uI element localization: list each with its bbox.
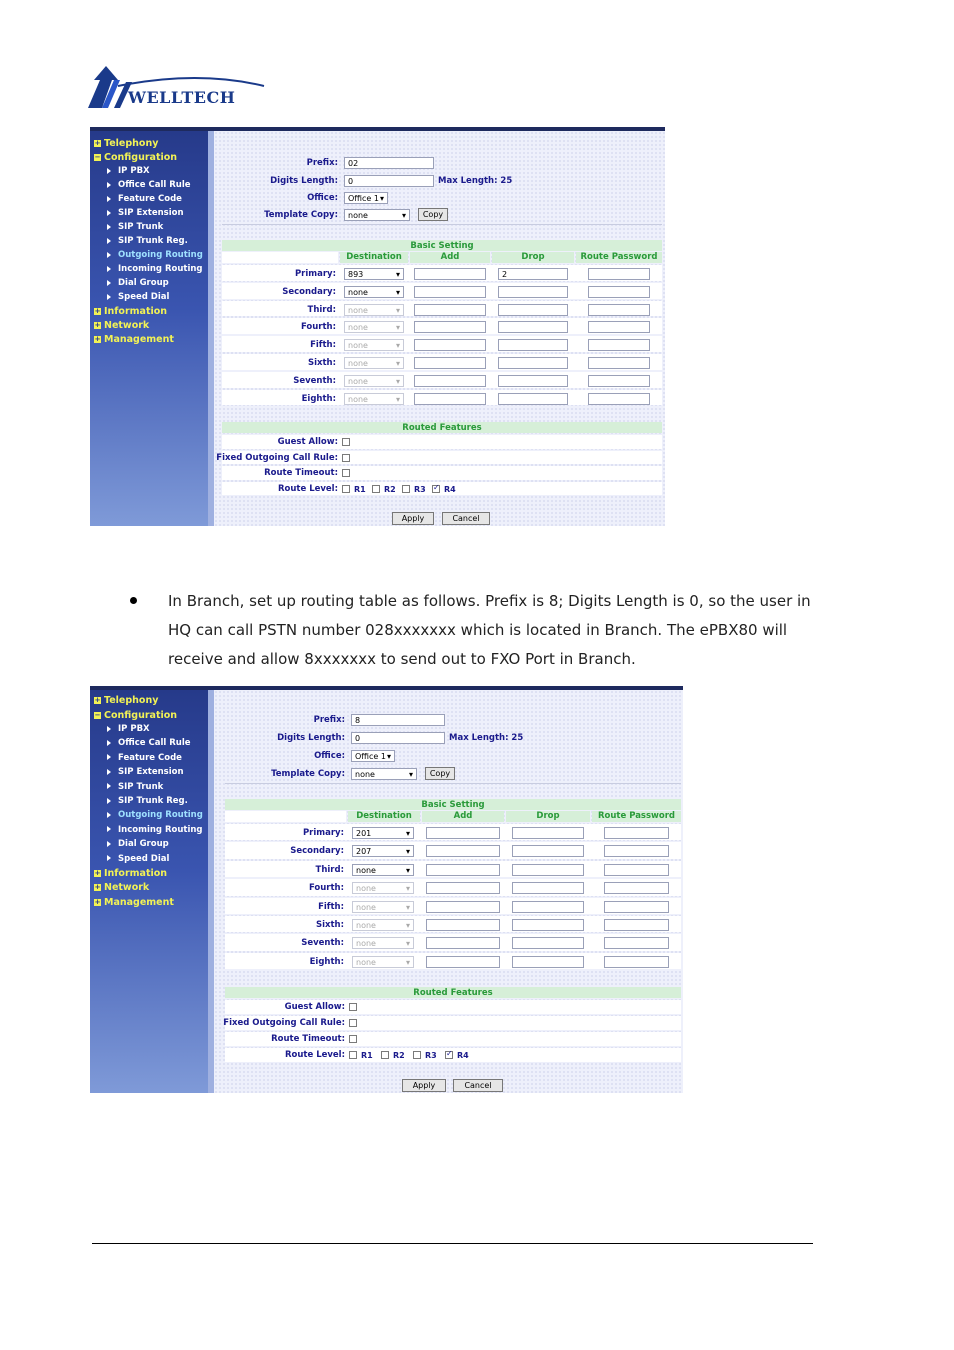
route-password-input[interactable] — [604, 919, 669, 931]
expand-plus-icon[interactable]: + — [94, 307, 101, 315]
arrow-right-icon — [107, 841, 111, 847]
cancel-button[interactable]: Cancel — [442, 512, 490, 525]
paragraph-line-1: In Branch, set up routing table as follows. Prefix is 8; Digits Length is 0, so the user in — [168, 592, 811, 610]
routed-features-title: Routed Features — [402, 423, 482, 433]
header-blank-cell — [225, 811, 346, 822]
nav-sub-feature-code[interactable]: Feature Code — [107, 194, 182, 204]
row-label: Eighth: — [301, 393, 336, 404]
paragraph-line-3: receive and allow 8xxxxxxx to send out to FXO Port in Branch. — [168, 650, 636, 668]
drop-input[interactable] — [512, 956, 584, 968]
route-password-input[interactable] — [604, 864, 669, 876]
arrow-right-icon — [107, 798, 111, 804]
arrow-right-icon — [107, 812, 111, 818]
add-input[interactable] — [426, 937, 500, 949]
nav-sub-outgoing-routing[interactable]: Outgoing Routing — [107, 250, 203, 260]
fixed-outgoing-call-rule-label: Fixed Outgoing Call Rule: — [216, 452, 338, 463]
route-level-r4-checkbox[interactable] — [432, 485, 440, 493]
nav-sub-sip-trunk-reg[interactable]: SIP Trunk Reg. — [107, 236, 188, 246]
arrow-right-icon — [107, 294, 111, 300]
template-copy-label: Template Copy: — [271, 769, 345, 779]
column-header-add: Add — [422, 811, 504, 822]
arrow-right-icon — [107, 726, 111, 732]
row-label: Seventh: — [301, 938, 344, 949]
digits-length-label: Digits Length: — [270, 176, 338, 186]
logo-text: WELLTECH — [128, 88, 236, 107]
route-password-input[interactable] — [588, 339, 650, 351]
apply-button[interactable]: Apply — [392, 512, 434, 525]
fixed-outgoing-call-rule-checkbox[interactable] — [349, 1019, 357, 1027]
route-timeout-checkbox[interactable] — [349, 1035, 357, 1043]
route-password-input[interactable] — [588, 375, 650, 387]
route-level-r3-checkbox[interactable] — [402, 485, 410, 493]
row-label: Fourth: — [300, 322, 336, 333]
collapse-minus-icon[interactable]: − — [94, 711, 101, 719]
nav-sub-sip-trunk[interactable]: SIP Trunk — [107, 222, 163, 232]
drop-input[interactable] — [512, 937, 584, 949]
office-select[interactable]: Office 1 ▾ — [351, 750, 395, 762]
nav-sub-sip-trunk-reg[interactable]: SIP Trunk Reg. — [107, 796, 188, 806]
arrow-right-icon — [107, 182, 111, 188]
nav-sub-dial-group[interactable]: Dial Group — [107, 839, 169, 849]
apply-button[interactable]: Apply — [402, 1079, 446, 1092]
template-copy-label: Template Copy: — [264, 210, 338, 220]
column-header-add: Add — [410, 252, 490, 263]
arrow-right-icon — [107, 238, 111, 244]
welltech-logo — [88, 66, 268, 110]
nav-sub-ip-pbx[interactable]: IP PBX — [107, 166, 150, 176]
arrow-right-icon — [107, 252, 111, 258]
template-select[interactable]: none ▾ — [351, 768, 417, 780]
screenshot-hq-routing — [90, 127, 665, 526]
route-level-r1-checkbox[interactable] — [342, 485, 350, 493]
template-select[interactable]: none ▾ — [344, 209, 410, 221]
row-label: Fifth: — [310, 340, 336, 351]
expand-plus-icon[interactable]: + — [94, 897, 101, 906]
destination-select[interactable]: none ▾ — [344, 357, 404, 369]
route-timeout-label: Route Timeout: — [271, 1034, 345, 1044]
route-password-input[interactable] — [604, 882, 669, 894]
nav-sub-dial-group[interactable]: Dial Group — [107, 278, 169, 288]
add-input[interactable] — [426, 864, 500, 876]
drop-input[interactable] — [512, 827, 584, 839]
route-level-label: Route Level: — [277, 483, 338, 494]
drop-input[interactable] — [498, 286, 568, 298]
route-level-r2-checkbox[interactable] — [381, 1051, 389, 1059]
add-input[interactable] — [414, 268, 486, 280]
digits-length-label: Digits Length: — [277, 733, 345, 743]
expand-plus-icon[interactable]: + — [94, 883, 101, 892]
drop-input[interactable] — [512, 845, 584, 857]
cancel-button[interactable]: Cancel — [453, 1079, 503, 1092]
digits-length-input[interactable]: 0 — [344, 175, 434, 187]
screenshot-branch-routing — [90, 686, 683, 1093]
destination-select[interactable]: none ▾ — [344, 393, 404, 405]
add-input[interactable] — [426, 901, 500, 913]
expand-plus-icon[interactable]: + — [94, 696, 101, 704]
route-password-input[interactable] — [588, 357, 650, 369]
column-header-destination: Destination — [348, 811, 420, 822]
route-password-input[interactable] — [604, 845, 669, 857]
destination-select[interactable]: none ▾ — [352, 956, 414, 968]
drop-input[interactable] — [498, 339, 568, 351]
row-label: Secondary: — [282, 286, 336, 297]
routed-features-title: Routed Features — [413, 988, 493, 998]
nav-configuration[interactable]: − Configuration — [94, 710, 178, 721]
form-divider — [225, 783, 681, 784]
route-level-r4-label: R4 — [444, 484, 456, 494]
add-input[interactable] — [426, 827, 500, 839]
add-input[interactable] — [414, 339, 486, 351]
max-length-hint: Max Length: 25 — [449, 733, 524, 743]
route-password-input[interactable] — [588, 304, 650, 316]
nav-sub-feature-code[interactable]: Feature Code — [107, 753, 182, 763]
route-level-r2-label: R2 — [393, 1051, 405, 1060]
form-divider — [222, 224, 662, 225]
drop-input[interactable] — [498, 393, 568, 405]
route-level-r2-label: R2 — [384, 484, 396, 494]
arrow-right-icon — [107, 224, 111, 230]
route-level-r1-checkbox[interactable] — [349, 1051, 357, 1059]
add-input[interactable] — [414, 321, 486, 333]
nav-network[interactable]: + Network — [94, 882, 150, 894]
max-length-hint: Max Length: 25 — [438, 176, 513, 186]
route-level-label: Route Level: — [284, 1050, 345, 1060]
route-password-input[interactable] — [588, 286, 650, 298]
destination-select[interactable]: none ▾ — [344, 286, 404, 298]
add-input[interactable] — [426, 882, 500, 894]
nav-sub-outgoing-routing[interactable]: Outgoing Routing — [107, 810, 203, 820]
add-input[interactable] — [414, 393, 486, 405]
drop-input[interactable] — [512, 864, 584, 876]
add-input[interactable] — [414, 304, 486, 316]
row-label: Sixth: — [307, 358, 336, 368]
row-label: Seventh: — [293, 375, 336, 386]
drop-input[interactable]: 2 — [498, 268, 568, 280]
destination-select[interactable]: 893 ▾ — [344, 268, 404, 280]
route-password-input[interactable] — [588, 393, 650, 405]
basic-setting-title: Basic Setting — [410, 241, 474, 251]
footer-rule — [92, 1243, 813, 1244]
copy-button[interactable]: Copy — [418, 208, 448, 221]
arrow-right-icon — [107, 769, 111, 775]
expand-plus-icon[interactable]: + — [94, 869, 101, 877]
nav-sub-ip-pbx[interactable]: IP PBX — [107, 724, 150, 734]
arrow-right-icon — [107, 826, 111, 832]
row-label: Third: — [315, 864, 344, 875]
destination-select[interactable]: 207 ▾ — [352, 845, 414, 857]
guest-allow-checkbox[interactable] — [342, 438, 350, 446]
nav-information[interactable]: + Information — [94, 306, 168, 317]
guest-allow-checkbox[interactable] — [349, 1003, 357, 1011]
route-level-r4-checkbox[interactable] — [445, 1051, 453, 1059]
destination-select[interactable]: none ▾ — [352, 937, 414, 949]
prefix-input[interactable]: 02 — [344, 157, 434, 169]
prefix-label: Prefix: — [313, 715, 345, 725]
arrow-right-icon — [107, 855, 111, 861]
route-password-input[interactable] — [588, 321, 650, 333]
bullet-dot — [130, 597, 137, 604]
arrow-right-icon — [107, 168, 111, 174]
row-label: Fifth: — [318, 901, 344, 912]
add-input[interactable] — [414, 357, 486, 369]
arrow-right-icon — [107, 280, 111, 286]
row-label: Sixth: — [315, 920, 344, 930]
destination-select[interactable]: none ▾ — [344, 375, 404, 387]
nav-management[interactable]: + Management — [94, 896, 174, 908]
route-password-input[interactable] — [588, 268, 650, 280]
nav-sub-office-call-rule[interactable]: Office Call Rule — [107, 738, 191, 748]
drop-input[interactable] — [512, 901, 584, 913]
office-label: Office: — [314, 751, 345, 761]
route-level-r3-label: R3 — [414, 484, 426, 494]
row-label: Eighth: — [309, 956, 344, 967]
drop-input[interactable] — [512, 919, 584, 931]
collapse-minus-icon[interactable]: − — [94, 153, 101, 161]
add-input[interactable] — [426, 919, 500, 931]
column-header-drop: Drop — [506, 811, 590, 822]
prefix-label: Prefix: — [306, 158, 338, 168]
expand-plus-icon[interactable]: + — [94, 139, 101, 147]
prefix-input[interactable]: 8 — [351, 714, 445, 726]
drop-input[interactable] — [498, 357, 568, 369]
basic-setting-title: Basic Setting — [421, 800, 485, 810]
arrow-right-icon — [107, 783, 111, 789]
route-password-input[interactable] — [604, 827, 669, 839]
row-label: Secondary: — [290, 846, 344, 857]
nav-sub-speed-dial[interactable]: Speed Dial — [107, 854, 169, 864]
guest-allow-label: Guest Allow: — [277, 437, 338, 447]
drop-input[interactable] — [512, 882, 584, 894]
row-label: Primary: — [294, 269, 336, 279]
nav-sub-incoming-routing[interactable]: Incoming Routing — [107, 825, 203, 835]
destination-select[interactable]: none ▾ — [344, 339, 404, 351]
nav-configuration[interactable]: − Configuration — [94, 152, 178, 163]
drop-input[interactable] — [498, 304, 568, 316]
nav-telephony[interactable]: + Telephony — [94, 138, 159, 149]
paragraph-line-2: HQ can call PSTN number 028xxxxxxx which is located in Branch. The ePBX80 will — [168, 621, 788, 639]
destination-select[interactable]: none ▾ — [344, 304, 404, 316]
nav-sub-sip-trunk[interactable]: SIP Trunk — [107, 782, 163, 792]
office-select[interactable]: Office 1 ▾ — [344, 192, 388, 204]
route-level-r4-label: R4 — [457, 1051, 469, 1060]
guest-allow-label: Guest Allow: — [284, 1002, 345, 1012]
row-label: Third: — [307, 304, 336, 315]
route-level-r3-checkbox[interactable] — [413, 1051, 421, 1059]
nav-telephony[interactable]: + Telephony — [94, 695, 159, 706]
arrow-right-icon — [107, 210, 111, 216]
route-password-input[interactable] — [604, 937, 669, 949]
destination-select[interactable]: none ▾ — [352, 901, 414, 913]
header-blank-cell — [222, 252, 338, 263]
nav-sub-speed-dial[interactable]: Speed Dial — [107, 292, 169, 302]
route-password-input[interactable] — [604, 901, 669, 913]
arrow-right-icon — [107, 266, 111, 272]
arrow-right-icon — [107, 196, 111, 202]
copy-button[interactable]: Copy — [425, 767, 455, 780]
row-label: Fourth: — [308, 883, 344, 894]
arrow-right-icon — [107, 740, 111, 746]
column-header-route-password: Route Password — [592, 811, 681, 822]
fixed-outgoing-call-rule-label: Fixed Outgoing Call Rule: — [223, 1018, 345, 1028]
destination-select[interactable]: none ▾ — [344, 321, 404, 333]
destination-select[interactable]: none ▾ — [352, 882, 414, 894]
route-timeout-checkbox[interactable] — [342, 469, 350, 477]
add-input[interactable] — [414, 286, 486, 298]
destination-select[interactable]: none ▾ — [352, 864, 414, 876]
destination-select[interactable]: none ▾ — [352, 919, 414, 931]
add-input[interactable] — [426, 845, 500, 857]
expand-plus-icon[interactable]: + — [94, 321, 101, 329]
column-header-route-password: Route Password — [576, 252, 662, 263]
digits-length-input[interactable]: 0 — [351, 732, 445, 744]
nav-management[interactable]: + Management — [94, 334, 174, 345]
route-level-r1-label: R1 — [361, 1051, 373, 1060]
nav-sub-sip-extension[interactable]: SIP Extension — [107, 208, 184, 218]
route-timeout-label: Route Timeout: — [264, 468, 338, 478]
add-input[interactable] — [426, 956, 500, 968]
column-header-destination: Destination — [340, 252, 408, 263]
add-input[interactable] — [414, 375, 486, 387]
nav-sub-office-call-rule[interactable]: Office Call Rule — [107, 180, 191, 190]
arrow-right-icon — [107, 754, 111, 760]
office-label: Office: — [307, 193, 338, 203]
route-password-input[interactable] — [604, 956, 669, 968]
nav-sub-sip-extension[interactable]: SIP Extension — [107, 767, 184, 777]
expand-plus-icon[interactable]: + — [94, 335, 101, 343]
destination-select[interactable]: 201 ▾ — [352, 827, 414, 839]
route-level-r1-label: R1 — [354, 484, 366, 494]
drop-input[interactable] — [498, 321, 568, 333]
nav-network[interactable]: + Network — [94, 320, 150, 331]
route-level-r2-checkbox[interactable] — [372, 485, 380, 493]
nav-sub-incoming-routing[interactable]: Incoming Routing — [107, 264, 203, 274]
nav-information[interactable]: + Information — [94, 868, 168, 879]
drop-input[interactable] — [498, 375, 568, 387]
route-level-r3-label: R3 — [425, 1051, 437, 1060]
column-header-drop: Drop — [492, 252, 574, 263]
fixed-outgoing-call-rule-checkbox[interactable] — [342, 454, 350, 462]
row-label: Primary: — [302, 828, 344, 838]
